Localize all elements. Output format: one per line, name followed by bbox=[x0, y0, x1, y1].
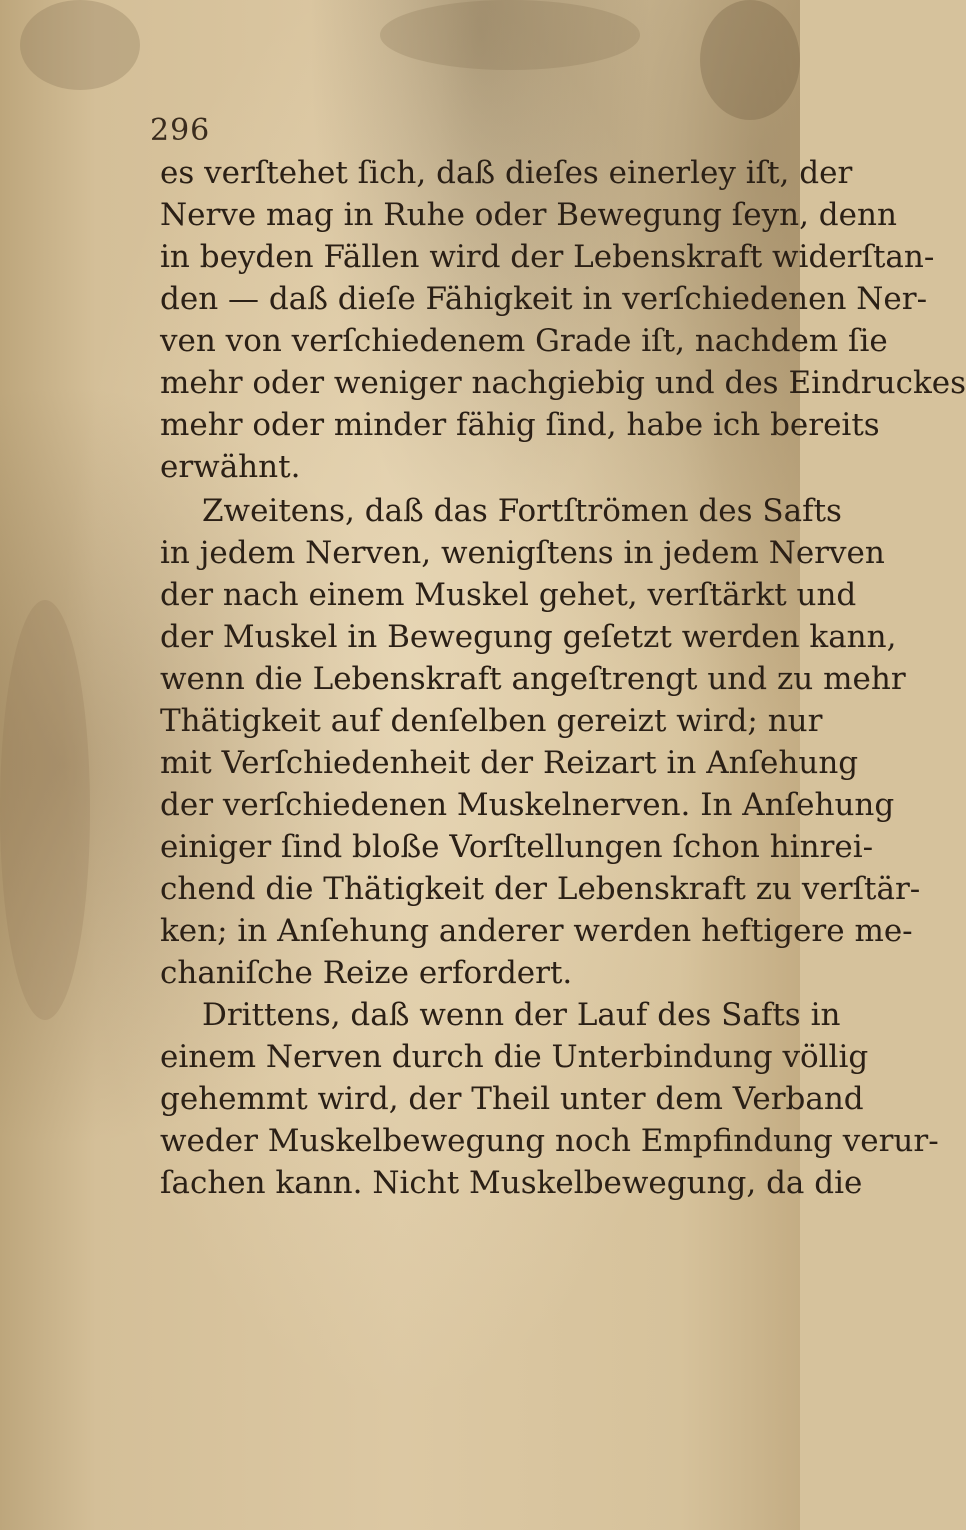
text-line: es verſtehet ſich, daß dieſes einerley iſt, der bbox=[160, 155, 853, 191]
text-line: Drittens, daß wenn der Lauf des Safts in bbox=[202, 997, 841, 1033]
text-line: mehr oder weniger nachgiebig und des Eindruckes bbox=[160, 365, 966, 401]
text-line: der Muskel in Bewegung geſetzt werden kann, bbox=[160, 619, 897, 655]
text-line: wenn die Lebenskraft angeſtrengt und zu mehr bbox=[160, 661, 906, 697]
text-line: mehr oder minder fähig ſind, habe ich bereits bbox=[160, 407, 880, 443]
text-line: der verſchiedenen Muskelnerven. In Anſehung bbox=[160, 787, 895, 823]
text-line: ven von verſchiedenem Grade iſt, nachdem ſie bbox=[160, 323, 888, 359]
text-line: gehemmt wird, der Theil unter dem Verband bbox=[160, 1081, 864, 1117]
text-line: den — daß dieſe Fähigkeit in verſchiedenen Ner- bbox=[160, 281, 928, 317]
text-line: Thätigkeit auf denſelben gereizt wird; nur bbox=[160, 703, 823, 739]
paper-stain bbox=[700, 0, 800, 120]
text-line: chaniſche Reize erfordert. bbox=[160, 955, 573, 991]
text-line: einem Nerven durch die Unterbindung völlig bbox=[160, 1039, 869, 1075]
text-line: Zweitens, daß das Fortſtrömen des Safts bbox=[202, 493, 842, 529]
paper-stain bbox=[0, 600, 90, 1020]
text-line: mit Verſchiedenheit der Reizart in Anſehung bbox=[160, 745, 859, 781]
paper-stain bbox=[380, 0, 640, 70]
text-line: der nach einem Muskel gehet, verſtärkt und bbox=[160, 577, 857, 613]
page-number: 296 bbox=[150, 113, 211, 148]
text-line: in beyden Fällen wird der Lebenskraft widerſtan- bbox=[160, 239, 935, 275]
text-line: ſachen kann. Nicht Muskelbewegung, da die bbox=[160, 1165, 863, 1201]
text-line: einiger ſind bloße Vorſtellungen ſchon hinrei- bbox=[160, 829, 874, 865]
text-line: in jedem Nerven, wenigſtens in jedem Nerven bbox=[160, 535, 885, 571]
text-line: erwähnt. bbox=[160, 449, 301, 485]
text-line: weder Muskelbewegung noch Empfindung verur- bbox=[160, 1123, 939, 1159]
text-line: ken; in Anſehung anderer werden heftigere me- bbox=[160, 913, 913, 949]
text-line: Nerve mag in Ruhe oder Bewegung ſeyn, denn bbox=[160, 197, 897, 233]
text-line: chend die Thätigkeit der Lebenskraft zu verſtär- bbox=[160, 871, 921, 907]
paper-stain bbox=[20, 0, 140, 90]
